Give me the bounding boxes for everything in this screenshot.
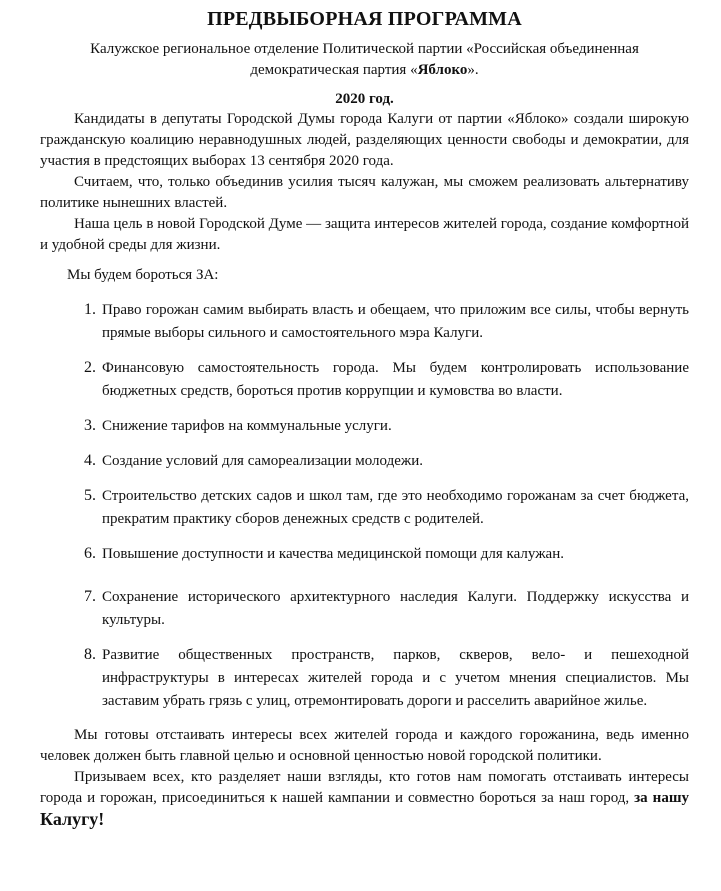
call-to-action-text: Призываем всех, кто разделяет наши взгляды, кто готов нам помогать отстаивать интересы города и горожан, присоединиться к нашей кампании и совместно бороться за наш город,	[40, 769, 689, 806]
list-item-number: 4.	[84, 452, 96, 469]
list-item-number: 6.	[84, 545, 96, 562]
list-item-text: Сохранение исторического архитектурного наследия Калуги. Поддержку искусства и культуры.	[102, 589, 689, 628]
list-item-text: Финансовую самостоятельность города. Мы будем контролировать использование бюджетных средств, бороться против коррупции и кумовства во власти.	[102, 360, 689, 399]
list-item-text: Снижение тарифов на коммунальные услуги.	[102, 418, 392, 434]
paragraph-call-to-action	[40, 767, 689, 832]
list-item-text: Создание условий для самореализации молодежи.	[102, 453, 424, 469]
list-item-number: 5.	[84, 487, 96, 504]
list-item-text: Строительство детских садов и школ там, где это необходимо горожанам за счет бюджета, прекратим практику сборов денежных средств с родителей.	[102, 488, 689, 527]
list-item	[40, 357, 689, 403]
list-item-number: 7.	[84, 588, 96, 605]
list-item	[40, 450, 689, 473]
list-item-number: 8.	[84, 646, 96, 663]
subtitle-line-1: Калужское региональное отделение Политической партии «Российская объединенная	[90, 41, 639, 57]
subtitle-line-2	[40, 60, 689, 81]
paragraph-unite: Считаем, что, только объединив усилия тысяч калужан, мы сможем реализовать альтернативу политике нынешних властей.	[40, 174, 689, 211]
document-year: 2020 год.	[335, 91, 394, 107]
document-subtitle	[40, 39, 689, 81]
list-item	[40, 586, 689, 632]
list-item	[40, 644, 689, 713]
list-item	[40, 485, 689, 531]
list-item-number: 1.	[84, 301, 96, 318]
subtitle-party-name: Яблоко	[417, 62, 468, 78]
goals-intro: Мы будем бороться ЗА:	[67, 267, 219, 283]
list-item-text: Право горожан самим выбирать власть и обещаем, что приложим все силы, чтобы вернуть прямые выборы сильного и самостоятельного мэра Калуги.	[102, 302, 689, 341]
document-title: ПРЕДВЫБОРНАЯ ПРОГРАММА	[207, 8, 522, 30]
call-to-action-city: Калугу!	[40, 809, 105, 829]
list-item	[40, 543, 689, 566]
list-item-number: 3.	[84, 417, 96, 434]
list-item	[40, 299, 689, 345]
list-item-text: Развитие общественных пространств, парков, скверов, вело- и пешеходной инфраструктуры в интересах жителей города и с учетом мнения специалистов. Мы заставим убрать грязь с улиц, отремонтировать дороги и расселить аварийное жилье.	[102, 647, 689, 709]
subtitle-suffix: ».	[467, 62, 479, 78]
paragraph-goal: Наша цель в новой Городской Думе — защита интересов жителей города, создание комфортной и удобной среды для жизни.	[40, 216, 689, 253]
list-item-text: Повышение доступности и качества медицинской помощи для калужан.	[102, 546, 564, 562]
subtitle-prefix: демократическая партия «	[250, 62, 418, 78]
paragraph-coalition: Кандидаты в депутаты Городской Думы города Калуги от партии «Яблоко» создали широкую гражданскую коалицию неравнодушных людей, разделяющих ценности свободы и демократии, для участия в предстоящих выборах 13 сентября 2020 года.	[40, 111, 689, 169]
list-item-number: 2.	[84, 359, 96, 376]
goals-list	[40, 299, 689, 713]
list-item	[40, 415, 689, 438]
call-to-action-bold: за нашу	[634, 790, 689, 806]
paragraph-citizens: Мы готовы отстаивать интересы всех жителей города и каждого горожанина, ведь именно человек должен быть главной целью и основной ценностью новой городской политики.	[40, 727, 689, 764]
